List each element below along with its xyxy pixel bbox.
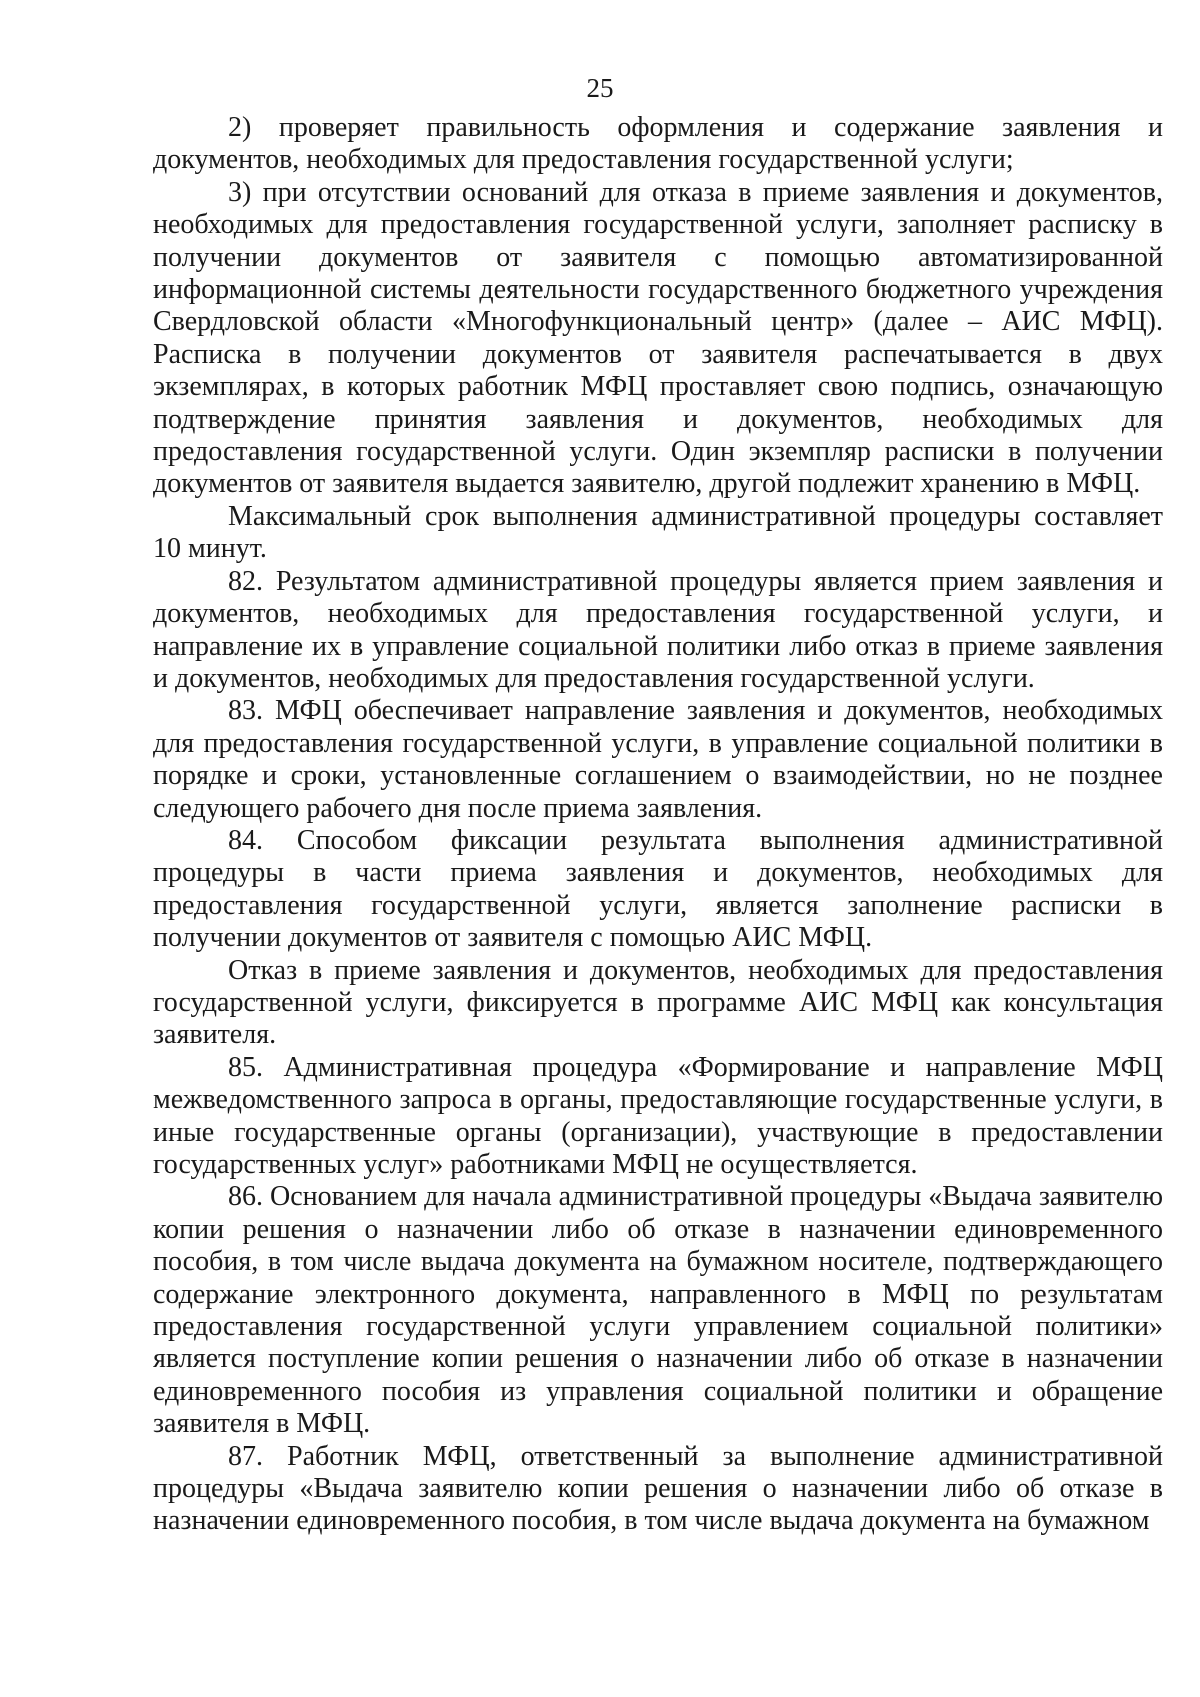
paragraph-85: 85. Административная процедура «Формирование и направление МФЦ межведомственного запроса в органы, предоставляющие государственные услуги, в иные государственные органы (организации), участвующие в предоставлении государственных услуг» работниками МФЦ не осуществляется. <box>153 1051 1163 1180</box>
paragraph-83: 83. МФЦ обеспечивает направление заявления и документов, необходимых для предоставления государственной услуги, в управление социальной политики в порядке и сроки, установленные соглашением о взаимодействии, но не позднее следующего рабочего дня после приема заявления. <box>153 695 1163 824</box>
paragraph-84: 84. Способом фиксации результата выполнения административной процедуры в части приема заявления и документов, необходимых для предоставления государственной услуги, является заполнение расписки в получении документов от заявителя с помощью АИС МФЦ. <box>153 824 1163 954</box>
paragraph-item-3: 3) при отсутствии оснований для отказа в приеме заявления и документов, необходимых для предоставления государственной услуги, заполняет расписку в получении документов от заявителя с помощью автоматизированной информационной системы деятельности государственного бюджетного учреждения Свердловской области «Многофункциональный центр» (далее – АИС МФЦ). Расписка в получении документов от заявителя распечатывается в двух экземплярах, в которых работник МФЦ проставляет свою подпись, означающую подтверждение принятия заявления и документов, необходимых для предоставления государственной услуги. Один экземпляр расписки в получении документов от заявителя выдается заявителю, другой подлежит хранению в МФЦ. <box>153 176 1163 500</box>
paragraph-refusal: Отказ в приеме заявления и документов, необходимых для предоставления государственной услуги, фиксируется в программе АИС МФЦ как консультация заявителя. <box>153 954 1163 1051</box>
page-number: 25 <box>586 73 614 103</box>
page-body <box>153 112 1163 1538</box>
paragraph-86: 86. Основанием для начала административной процедуры «Выдача заявителю копии решения о назначении либо об отказе в назначении единовременного пособия, в том числе выдача документа на бумажном носителе, подтверждающего содержание электронного документа, направленного в МФЦ по результатам предоставления государственной услуги управлением социальной политики» является поступление копии решения о назначении либо об отказе в назначении единовременного пособия из управления социальной политики и обращение заявителя в МФЦ. <box>153 1181 1163 1440</box>
paragraph-82: 82. Результатом административной процедуры является прием заявления и документов, необходимых для предоставления государственной услуги, и направление их в управление социальной политики либо отказ в приеме заявления и документов, необходимых для предоставления государственной услуги. <box>153 565 1163 694</box>
paragraph-87: 87. Работник МФЦ, ответственный за выполнение административной процедуры «Выдача заявителю копии решения о назначении либо об отказе в назначении единовременного пособия, в том числе выдача документа на бумажном <box>153 1440 1163 1537</box>
paragraph-max-time: Максимальный срок выполнения административной процедуры составляет 10 минут. <box>153 500 1163 565</box>
paragraph-item-2: 2) проверяет правильность оформления и содержание заявления и документов, необходимых для предоставления государственной услуги; <box>153 112 1163 176</box>
